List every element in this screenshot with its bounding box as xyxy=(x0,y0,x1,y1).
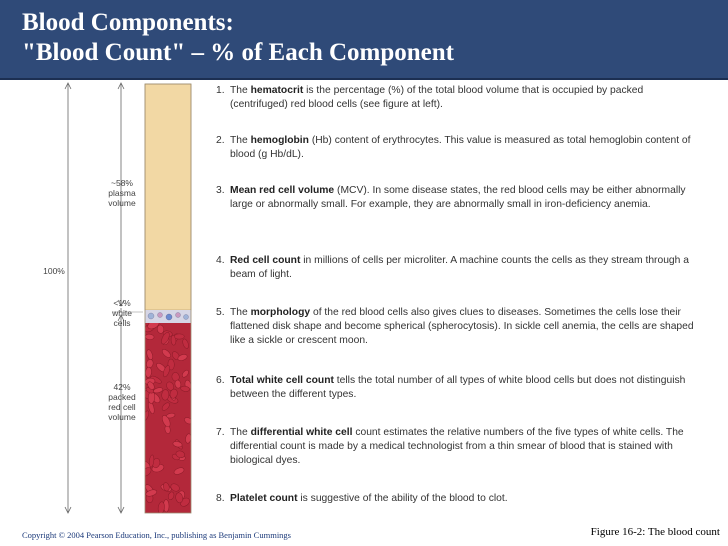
packed-red-cell-label: 42% packed red cell volume xyxy=(108,382,136,422)
total-volume-label: 100% xyxy=(43,266,65,276)
blood-count-figure xyxy=(18,80,710,518)
list-item: 6. Total white cell count tells the total number of all types of white blood cells but does not distinguish between the different types. xyxy=(216,375,686,401)
list-item: 1. The hematocrit is the percentage (%) of the total blood volume that is occupied by packed (centrifuged) red blood cells (see figure at left). xyxy=(216,85,644,111)
slide-title-line-2: "Blood Count" – % of Each Component xyxy=(22,39,454,66)
white-cells-label: <1% white cells xyxy=(112,298,132,328)
figure-caption: Figure 16-2: The blood count xyxy=(590,526,720,538)
list-item: 8. Platelet count is suggestive of the ability of the blood to clot. xyxy=(216,493,508,504)
list-item: 3. Mean red cell volume (MCV). In some disease states, the red blood cells may be either abnormally large or abnormally small. For example, they are abnormally small in iron-deficiency anemia. xyxy=(216,185,686,211)
list-item: 4. Red cell count in millions of cells per microliter. A machine counts the cells as they stream through a beam of light. xyxy=(216,255,689,281)
copyright-text: Copyright © 2004 Pearson Education, Inc., publishing as Benjamin Cummings xyxy=(22,530,291,540)
list-item: 7. The differential white cell count estimates the relative numbers of the five types of white cells. The differential count is made by a medical technologist from a thin smear of blood that is stained with biological dyes. xyxy=(216,427,684,467)
list-item: 5. The morphology of the red blood cells also gives clues to diseases. Sometimes the cells lose their flattened disk shape and become spherical (spherocytosis). In sickle cell anemia, the cells are shaped like a sickle or crescent moon. xyxy=(216,307,694,347)
slide-header xyxy=(0,0,728,80)
red-blood-cell xyxy=(174,334,184,339)
red-blood-cell xyxy=(145,334,154,340)
plasma-layer xyxy=(145,84,191,310)
list-item: 2. The hemoglobin (Hb) content of erythrocytes. This value is measured as total hemoglobin content of blood (g Hb/dL). xyxy=(216,135,691,161)
slide-title-line-1: Blood Components: xyxy=(22,9,234,36)
plasma-volume-label: ~58% plasma volume xyxy=(108,178,136,208)
